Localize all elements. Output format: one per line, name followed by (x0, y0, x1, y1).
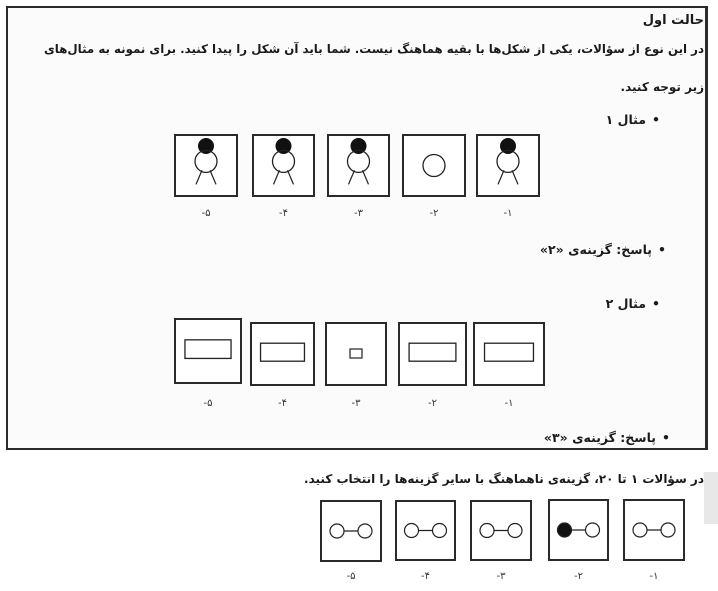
example2-answer (544, 430, 670, 445)
small-rectangle-figure (327, 324, 385, 384)
question1-option-5-box[interactable] (320, 500, 382, 562)
stick-figure-with-black-head-figure (478, 136, 538, 195)
intro-line-1: در این نوع از سؤالات، یکی از شکل‌ها با بقیه هماهنگ نیست. شما باید آن شکل را پیدا کنید. برای نمونه به مثال‌های (44, 42, 704, 56)
question1-option-2-label: -۲ (574, 571, 583, 582)
intro-line-2: زیر توجه کنید. (620, 80, 704, 94)
two-open-circles-line-figure (472, 502, 530, 559)
question1-option-4-box[interactable] (395, 500, 456, 561)
example2-option-1-box[interactable] (473, 322, 545, 386)
example2-option-3-box[interactable] (325, 322, 387, 386)
example1-option-3-box[interactable] (327, 134, 390, 197)
example2-option-1-label: -۱ (504, 398, 514, 409)
example1-option-4-label: -۴ (279, 208, 288, 219)
single-circle-figure (404, 136, 464, 195)
example1-option-5-label: -۵ (201, 208, 211, 219)
example1-option-2-box[interactable] (402, 134, 466, 197)
question1-option-2-box[interactable] (548, 499, 609, 561)
question1-option-1-box[interactable] (623, 499, 685, 561)
question1-option-3-label: -۳ (496, 571, 506, 582)
two-open-circles-line-figure (397, 502, 454, 559)
example2-option-2-label: -۲ (428, 398, 437, 409)
example2-heading-text: مثال ۲ (605, 296, 646, 311)
example1-option-3-label: -۳ (354, 208, 363, 219)
example1-answer (540, 242, 666, 257)
stick-figure-with-black-head-figure (254, 136, 313, 195)
large-rectangle-figure (176, 320, 240, 382)
section-title: حالت اول (642, 13, 704, 28)
example1-heading-text: مثال ۱ (605, 112, 646, 127)
filled-and-open-circle-line-figure (550, 501, 607, 559)
example2-option-4-label: -۴ (278, 398, 287, 409)
instruction-text: در سؤالات ۱ تا ۲۰، گزینه‌ی ناهماهنگ با سایر گزینه‌ها را انتخاب کنید. (304, 472, 704, 486)
large-rectangle-figure (475, 324, 543, 384)
example2-option-3-label: -۳ (351, 398, 361, 409)
example1-option-4-box[interactable] (252, 134, 315, 197)
example1-answer-text: پاسخ: گزینه‌ی «۲» (539, 242, 652, 257)
example1-option-2-label: -۲ (429, 208, 439, 219)
example2-option-5-box[interactable] (174, 318, 242, 384)
example2-answer-text: پاسخ: گزینه‌ی «۳» (543, 430, 656, 445)
two-open-circles-line-figure (625, 501, 683, 559)
example1-option-5-box[interactable] (174, 134, 238, 197)
example2-heading (606, 296, 660, 311)
example1-option-1-label: -۱ (503, 208, 513, 219)
question1-option-4-label: -۴ (421, 571, 430, 582)
example1-heading (606, 112, 660, 127)
large-rectangle-figure (400, 324, 465, 384)
stick-figure-with-black-head-figure (329, 136, 388, 195)
question1-option-3-box[interactable] (470, 500, 532, 561)
two-open-circles-line-figure (322, 502, 380, 560)
question1-option-5-label: -۵ (346, 571, 356, 582)
question1-option-1-label: -۱ (649, 571, 659, 582)
example2-option-4-box[interactable] (250, 322, 315, 386)
example1-option-1-box[interactable] (476, 134, 540, 197)
scan-edge (704, 472, 718, 524)
stick-figure-with-black-head-figure (176, 136, 236, 195)
example2-option-2-box[interactable] (398, 322, 467, 386)
example2-option-5-label: -۵ (203, 398, 213, 409)
large-rectangle-figure (252, 324, 313, 384)
